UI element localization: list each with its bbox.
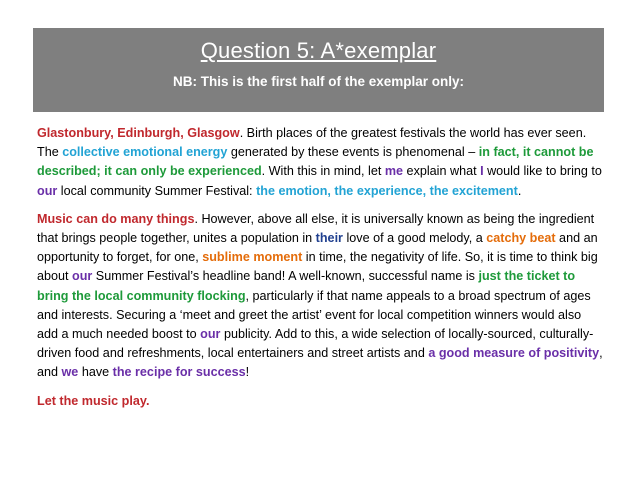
highlight-catchy-beat: catchy beat: [486, 231, 556, 246]
highlight-sublime-moment: sublime moment: [202, 250, 303, 265]
text-run: explain what: [403, 164, 481, 179]
text-run: publicity. Add to this, a wide selection of locally-sourced, culturally-driven food and refreshments, local entertainers and street artists and: [37, 327, 594, 361]
highlight-we: we: [61, 365, 79, 380]
paragraph-1: [37, 124, 603, 201]
highlight-positivity: a good measure of positivity: [428, 346, 600, 361]
text-run: would like to bring to: [483, 164, 602, 179]
text-run: , and: [37, 346, 603, 380]
highlight-triplet: the emotion, the experience, the excitement: [256, 183, 518, 198]
text-run: . With this in mind, let: [261, 164, 385, 179]
paragraph-2: [37, 210, 603, 383]
text-run: love of a good melody, a: [342, 231, 487, 246]
slide-subtitle: NB: This is the first half of the exemplar only:: [172, 74, 465, 89]
text-run: have: [78, 365, 113, 380]
paragraph-3: [37, 392, 603, 411]
text-run: local community Summer Festival:: [57, 183, 257, 198]
highlight-our: our: [72, 269, 93, 284]
text-run: generated by these events is phenomenal –: [227, 145, 479, 160]
text-run: in time, the negativity of life. So, it is time to think big about: [37, 250, 598, 284]
text-run: . Birth places of the greatest festivals the world has ever seen. The: [37, 126, 587, 160]
exemplar-text: [37, 124, 603, 420]
highlight-me: me: [384, 164, 404, 179]
highlight-place-names: Glastonbury, Edinburgh, Glasgow: [37, 126, 240, 140]
highlight-collective-energy: collective emotional energy: [62, 145, 228, 160]
text-run: !: [245, 365, 250, 380]
highlight-just-the-ticket: just the ticket to bring the local community flocking: [37, 269, 576, 303]
highlight-recipe: the recipe for success: [112, 365, 246, 380]
highlight-our: our: [200, 327, 221, 342]
text-run: and an opportunity to forget, for one,: [37, 231, 598, 265]
text-run: , particularly if that name appeals to a broad spectrum of ages and interests. Securing a ‘meet and greet the artist’ event for local competition winners would also add a much needed boost to: [37, 288, 591, 342]
text-run: Summer Festival’s headline band! A well-known, successful name is: [92, 269, 479, 284]
text-run: .: [517, 183, 522, 198]
slide-header: [33, 28, 604, 112]
highlight-i: I: [480, 164, 484, 179]
closing-line: Let the music play.: [37, 393, 150, 408]
slide-title: Question 5: A*exemplar: [200, 38, 437, 63]
highlight-their: their: [315, 231, 343, 246]
highlight-music-topic: Music can do many things: [37, 211, 195, 226]
highlight-our: our: [37, 183, 58, 198]
highlight-in-fact: in fact, it cannot be described; it can only be experienced: [37, 145, 594, 179]
text-run: . However, above all else, it is universally known as being the ingredient that brings people together, unites a population in: [37, 211, 595, 246]
